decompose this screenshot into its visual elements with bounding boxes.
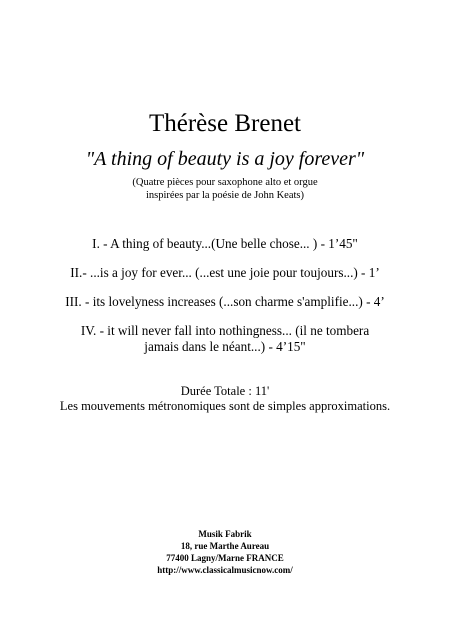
movement-list xyxy=(0,236,450,368)
publisher-street: 18, rue Marthe Aureau xyxy=(180,541,270,551)
duration-block xyxy=(0,384,450,414)
total-duration: Durée Totale : 11' xyxy=(180,384,270,398)
metronome-note: Les mouvements métronomiques sont de simples approximations. xyxy=(59,399,391,413)
publisher-block xyxy=(0,528,450,576)
movement-2: II.- ...is a joy for ever... (...est une joie pour toujours...) - 1’ xyxy=(70,265,380,280)
publisher-name: Musik Fabrik xyxy=(198,529,252,539)
subtitle-line-2: inspirées par la poésie de John Keats) xyxy=(145,190,305,201)
movement-1: I. - A thing of beauty...(Une belle chose... ) - 1’45" xyxy=(92,236,358,251)
movement-3: III. - its lovelyness increases (...son charme s'amplifie...) - 4’ xyxy=(65,294,385,309)
subtitle-line-1: (Quatre pièces pour saxophone alto et orgue xyxy=(132,177,318,188)
work-title: "A thing of beauty is a joy forever" xyxy=(85,148,365,170)
publisher-url[interactable]: http://www.classicalmusicnow.com/ xyxy=(157,565,293,575)
work-subtitle xyxy=(0,176,450,202)
composer-name: Thérèse Brenet xyxy=(148,110,301,137)
movement-4: IV. - it will never fall into nothingness... (il ne tombera jamais dans le néant...) - 4’15" xyxy=(80,323,370,354)
publisher-city: 77400 Lagny/Marne FRANCE xyxy=(166,553,284,563)
